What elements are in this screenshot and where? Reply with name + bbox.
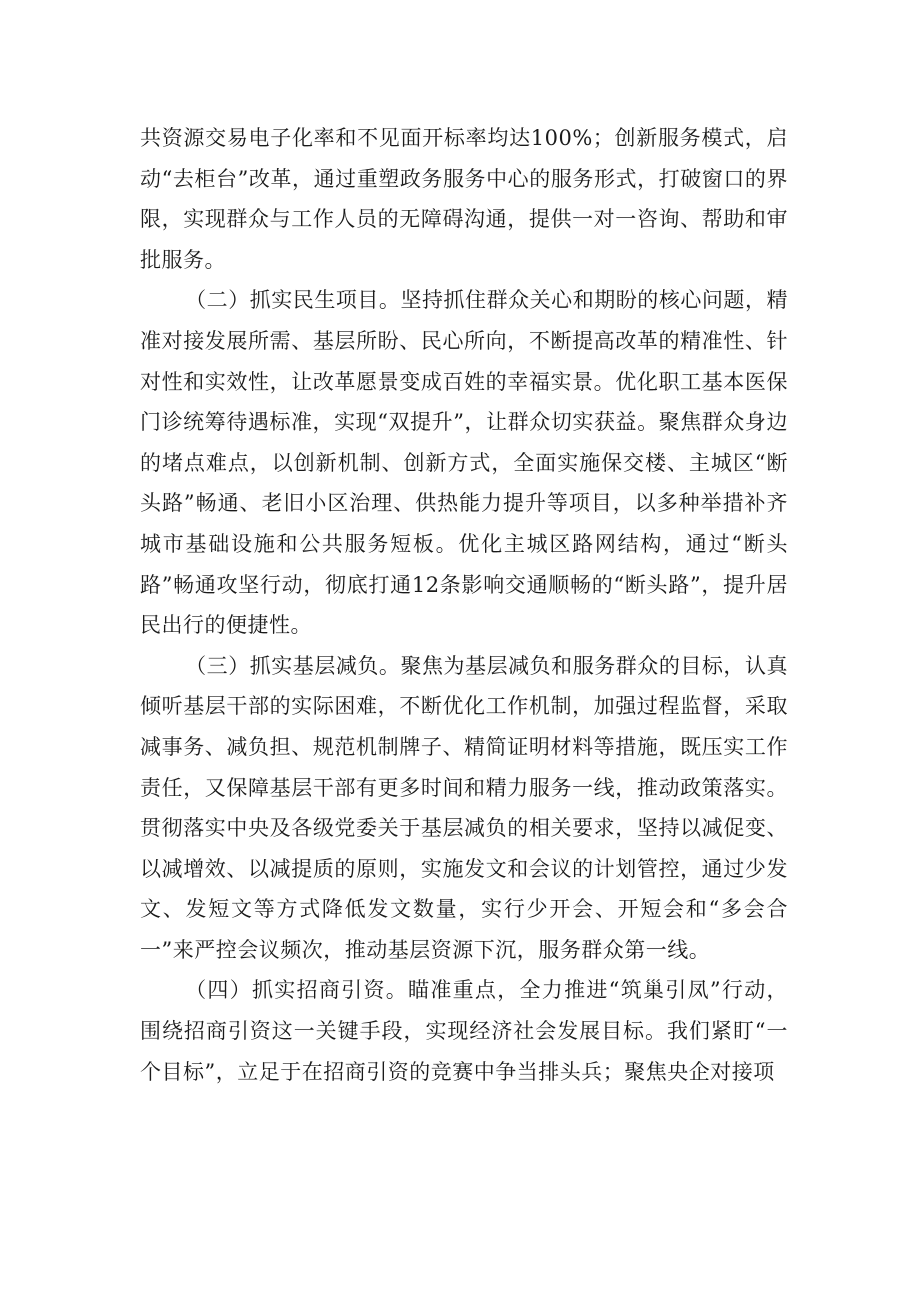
document-body xyxy=(140,118,788,1092)
paragraph-section-2: （二）抓实民生项目。坚持抓住群众关心和期盼的核心问题，精准对接发展所需、基层所盼、民心所向，不断提高改革的精准性、针对性和实效性，让改革愿景变成百姓的幸福实景。优化职工基本医保门诊统筹待遇标准，实现“双提升”，让群众切实获益。聚焦群众身边的堵点难点，以创新机制、创新方式，全面实施保交楼、主城区“断头路”畅通、老旧小区治理、供热能力提升等项目，以多种举措补齐城市基础设施和公共服务短板。优化主城区路网结构，通过“断头路”畅通攻坚行动，彻底打通12条影响交通顺畅的“断头路”，提升居民出行的便捷性。 xyxy=(140,288,788,638)
paragraph-section-4: （四）抓实招商引资。瞄准重点，全力推进“筑巢引凤”行动，围绕招商引资这一关键手段，实现经济社会发展目标。我们紧盯“一个目标”，立足于在招商引资的竞赛中争当排头兵；聚焦央企对接项 xyxy=(140,978,788,1084)
paragraph-continuation: 共资源交易电子化率和不见面开标率均达100%；创新服务模式，启动“去柜台”改革，通过重塑政务服务中心的服务形式，打破窗口的界限，实现群众与工作人员的无障碍沟通，提供一对一咨询、帮助和审批服务。 xyxy=(140,126,788,272)
paragraph-section-3: （三）抓实基层减负。聚焦为基层减负和服务群众的目标，认真倾听基层干部的实际困难，不断优化工作机制，加强过程监督，采取减事务、减负担、规范机制牌子、精简证明材料等措施，既压实工作责任，又保障基层干部有更多时间和精力服务一线，推动政策落实。贯彻落实中央及各级党委关于基层减负的相关要求，坚持以减促变、以减增效、以减提质的原则，实施发文和会议的计划管控，通过少发文、发短文等方式降低发文数量，实行少开会、开短会和“多会合一”来严控会议频次，推动基层资源下沉，服务群众第一线。 xyxy=(140,653,788,962)
